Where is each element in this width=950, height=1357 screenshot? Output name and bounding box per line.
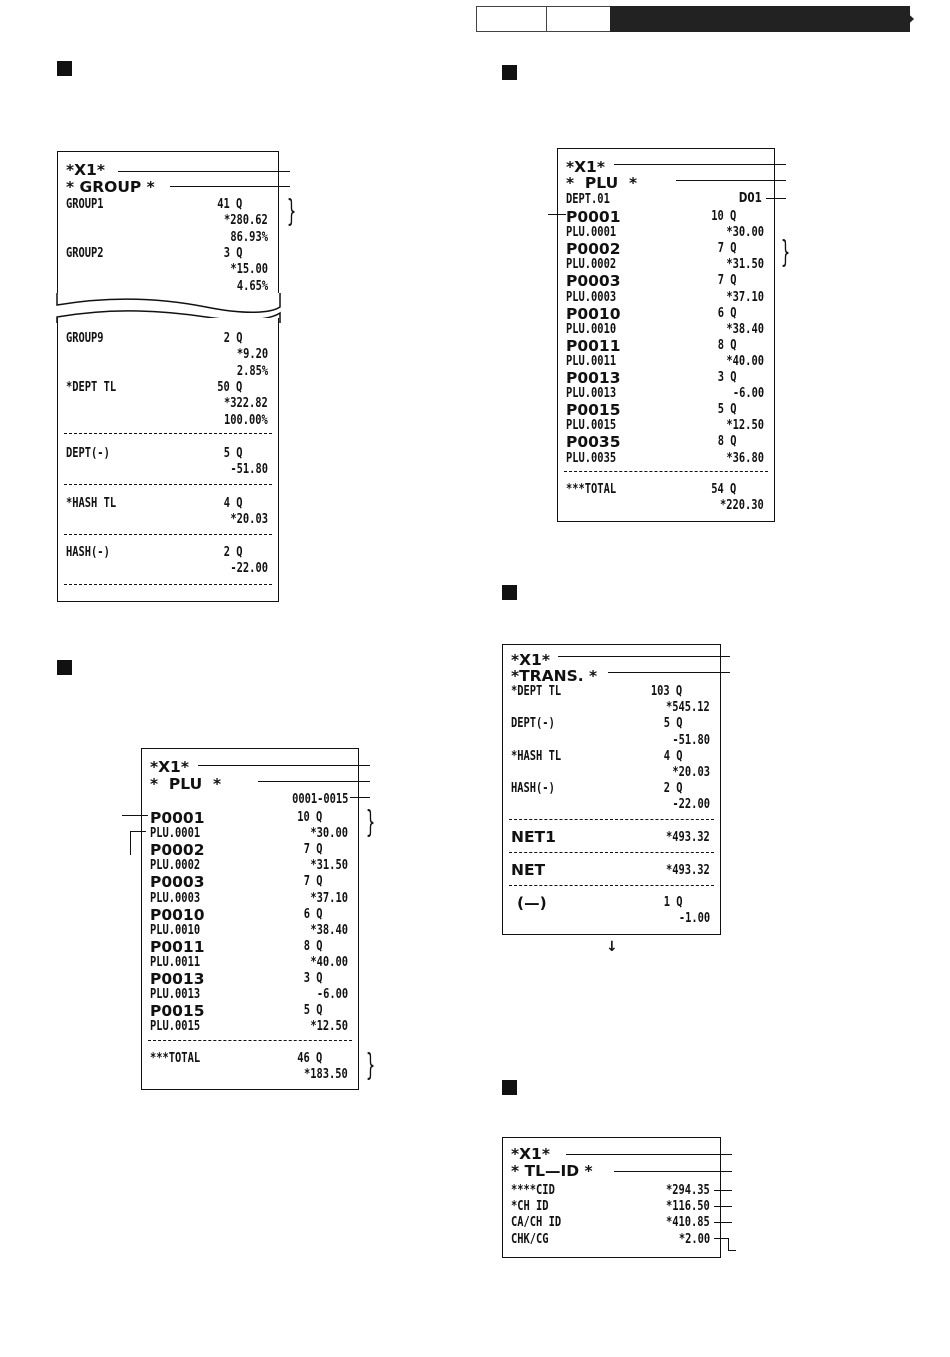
total-label: ***TOTAL — [566, 482, 617, 497]
row-value: *545.12 — [666, 700, 710, 716]
row-value: *30.00 — [310, 826, 348, 842]
brace-icon: } — [780, 235, 791, 270]
divider — [64, 484, 272, 485]
group-receipt-top — [57, 151, 279, 303]
leader-line — [350, 797, 370, 798]
row-value: 4.65% — [236, 278, 268, 294]
row-value: -22.00 — [230, 561, 268, 577]
leader-line — [548, 214, 566, 215]
total-qty: 54 Q — [710, 482, 736, 497]
row-value: -22.00 — [672, 797, 710, 813]
row-value: *31.50 — [726, 257, 764, 273]
total-qty: 46 Q — [296, 1051, 322, 1066]
trans-receipt — [502, 644, 721, 935]
header-tab-1 — [476, 6, 550, 32]
row-label: P0001 — [150, 809, 205, 827]
row-label: GROUP1 — [66, 197, 104, 212]
total-amount: *183.50 — [304, 1067, 348, 1082]
row-label: *DEPT TL — [66, 379, 117, 395]
row-label: PLU.0003 — [566, 289, 617, 305]
divider — [509, 819, 714, 820]
divider — [509, 885, 714, 886]
header-tab-bar — [610, 6, 910, 32]
plu-dept-receipt — [557, 148, 775, 522]
row-value: *20.03 — [672, 765, 710, 780]
receipt-title: * GROUP * — [66, 178, 155, 196]
brace-icon: } — [365, 805, 376, 840]
receipt-title: * PLU * — [566, 174, 638, 192]
row-label: P0003 — [566, 272, 621, 291]
leader-line — [714, 1238, 728, 1239]
row-label: GROUP9 — [66, 331, 104, 346]
row-label: PLU.0015 — [566, 418, 617, 434]
row-label: P0002 — [150, 841, 205, 860]
leader-line — [728, 1238, 729, 1250]
row-value: *31.50 — [310, 858, 348, 874]
row-value: 6 Q — [717, 305, 736, 321]
row-label: PLU.0013 — [566, 386, 617, 402]
leader-line — [614, 1171, 732, 1172]
row-value: *37.10 — [726, 289, 764, 305]
row-label: *CH ID — [511, 1199, 549, 1215]
row-label: P0001 — [566, 208, 621, 226]
divider — [509, 852, 714, 853]
row-label: P0002 — [566, 240, 621, 259]
row-value: 5 Q — [303, 1003, 322, 1019]
row-label: P0010 — [150, 905, 205, 924]
leader-line — [258, 781, 370, 782]
row-value: 7 Q — [303, 874, 322, 890]
leader-line — [728, 1250, 736, 1251]
row-value: *40.00 — [726, 353, 764, 369]
row-value: *280.62 — [224, 213, 268, 229]
row-value: -51.80 — [230, 462, 268, 478]
row-value: 7 Q — [717, 241, 736, 257]
row-label: PLU.0010 — [566, 321, 617, 337]
divider — [148, 1040, 352, 1041]
row-value: 6 Q — [303, 906, 322, 922]
brace-icon: } — [365, 1048, 376, 1083]
leader-line — [130, 831, 146, 832]
group-receipt-bottom — [57, 318, 279, 602]
row-label: DEPT(-) — [66, 446, 110, 461]
row-value: *38.40 — [310, 922, 348, 938]
row-value: *294.35 — [666, 1183, 710, 1198]
row-value: *30.00 — [726, 225, 764, 241]
row-value: 3 Q — [303, 971, 322, 986]
net-value: *493.32 — [666, 863, 710, 878]
brace-icon: } — [286, 194, 297, 229]
total-amount: *220.30 — [720, 498, 764, 513]
row-label: HASH(-) — [511, 781, 555, 797]
total-label: ***TOTAL — [150, 1051, 201, 1066]
receipt-title: * PLU * — [150, 775, 222, 793]
receipt-header: *X1* — [150, 758, 189, 776]
net1-label: NET1 — [511, 828, 556, 846]
row-label: PLU.0010 — [150, 922, 201, 938]
row-value: *322.82 — [224, 396, 268, 412]
leader-line — [608, 672, 730, 673]
row-label: P0035 — [566, 433, 621, 452]
row-label: ****CID — [511, 1183, 555, 1198]
row-label: PLU.0015 — [150, 1019, 201, 1035]
row-value: -51.80 — [672, 732, 710, 748]
section-marker-plu-range — [57, 660, 72, 675]
row-label: *HASH TL — [66, 496, 117, 511]
dept-label: DEPT.01 — [566, 192, 610, 207]
row-label: PLU.0002 — [150, 858, 201, 874]
row-value: 50 Q — [216, 379, 242, 395]
divider — [64, 433, 272, 434]
plu-range: 0001-0015 — [291, 792, 348, 807]
row-value: *38.40 — [726, 321, 764, 337]
dept-code: D01 — [738, 191, 762, 206]
section-marker-plu-dept — [502, 65, 517, 80]
minus-label: (—) — [517, 894, 547, 912]
row-label: PLU.0035 — [566, 450, 617, 466]
row-value: 4 Q — [663, 748, 682, 764]
leader-line — [122, 815, 148, 816]
row-value: 5 Q — [717, 402, 736, 418]
row-label: GROUP2 — [66, 245, 104, 261]
row-label: P0010 — [566, 304, 621, 323]
row-label: P0013 — [150, 970, 205, 988]
divider — [564, 471, 768, 472]
row-value: *15.00 — [230, 262, 268, 278]
leader-line — [170, 186, 290, 187]
minus-qty: 1 Q — [663, 895, 682, 910]
header-arrow-icon — [900, 6, 914, 32]
row-value: *40.00 — [310, 954, 348, 970]
leader-line — [198, 765, 370, 766]
leader-line — [614, 164, 786, 165]
receipt-title: * TL—ID * — [511, 1162, 593, 1180]
row-label: HASH(-) — [66, 545, 110, 560]
receipt-header: *X1* — [66, 161, 105, 179]
row-value: *2.00 — [678, 1231, 710, 1247]
row-value: *20.03 — [230, 512, 268, 528]
minus-value: -1.00 — [678, 911, 710, 926]
row-label: P0011 — [150, 937, 205, 956]
receipt-header: *X1* — [511, 651, 550, 669]
row-value: 2 Q — [663, 781, 682, 797]
divider — [64, 584, 272, 585]
row-label: PLU.0013 — [150, 987, 201, 1003]
row-label: P0011 — [566, 336, 621, 355]
row-label: PLU.0002 — [566, 257, 617, 273]
row-value: 100.00% — [224, 412, 268, 428]
row-value: 7 Q — [717, 273, 736, 289]
row-label: PLU.0001 — [150, 826, 201, 842]
row-value: *12.50 — [726, 418, 764, 434]
section-marker-trans — [502, 585, 517, 600]
row-label: CHK/CG — [511, 1231, 549, 1247]
row-value: 41 Q — [216, 197, 242, 212]
row-value: 5 Q — [223, 446, 242, 461]
section-marker-group — [57, 61, 72, 76]
row-value: *116.50 — [666, 1199, 710, 1215]
row-value: 2.85% — [236, 363, 268, 379]
row-value: 7 Q — [303, 842, 322, 858]
leader-line — [714, 1206, 732, 1207]
net1-value: *493.32 — [666, 830, 710, 845]
row-value: 103 Q — [650, 684, 682, 699]
row-value: *36.80 — [726, 450, 764, 466]
leader-line — [714, 1222, 732, 1223]
section-marker-tlid — [502, 1080, 517, 1095]
header-tab-2 — [546, 6, 614, 32]
row-value: 4 Q — [223, 496, 242, 511]
divider — [64, 534, 272, 535]
leader-line — [566, 1154, 732, 1155]
row-value: *12.50 — [310, 1019, 348, 1035]
row-label: *HASH TL — [511, 748, 562, 764]
net-label: NET — [511, 861, 546, 879]
leader-line — [714, 1190, 732, 1191]
row-label: P0015 — [150, 1002, 205, 1021]
row-label: PLU.0011 — [566, 353, 617, 369]
row-value: 5 Q — [663, 716, 682, 732]
row-label: PLU.0001 — [566, 225, 617, 241]
plu-range-receipt — [141, 748, 359, 1090]
row-value: 3 Q — [717, 370, 736, 385]
row-label: DEPT(-) — [511, 716, 555, 732]
row-label: P0015 — [566, 401, 621, 420]
row-value: -6.00 — [732, 386, 764, 402]
leader-line — [130, 831, 131, 855]
row-label: P0013 — [566, 369, 621, 387]
row-value: 3 Q — [223, 245, 242, 261]
leader-line — [766, 198, 786, 199]
leader-line — [558, 656, 730, 657]
down-arrow-icon: ↓ — [606, 939, 618, 955]
row-value: 8 Q — [717, 337, 736, 353]
row-value: *37.10 — [310, 890, 348, 906]
row-label: P0003 — [150, 873, 205, 892]
leader-line — [118, 171, 290, 172]
row-value: 8 Q — [303, 938, 322, 954]
tlid-receipt — [502, 1137, 721, 1258]
row-label: PLU.0003 — [150, 890, 201, 906]
receipt-header: *X1* — [566, 158, 605, 176]
row-value: 86.93% — [230, 229, 268, 245]
row-value: -6.00 — [316, 987, 348, 1003]
row-label: CA/CH ID — [511, 1215, 562, 1231]
row-value: 2 Q — [223, 331, 242, 346]
receipt-title: *TRANS. * — [511, 667, 598, 685]
row-value: *9.20 — [236, 347, 268, 363]
row-value: *410.85 — [666, 1215, 710, 1231]
row-label: *DEPT TL — [511, 684, 562, 699]
receipt-header: *X1* — [511, 1145, 550, 1163]
row-value: 8 Q — [717, 434, 736, 450]
row-label: PLU.0011 — [150, 954, 201, 970]
row-value: 10 Q — [710, 209, 736, 224]
row-value: 10 Q — [296, 810, 322, 825]
row-value: 2 Q — [223, 545, 242, 560]
leader-line — [676, 180, 786, 181]
